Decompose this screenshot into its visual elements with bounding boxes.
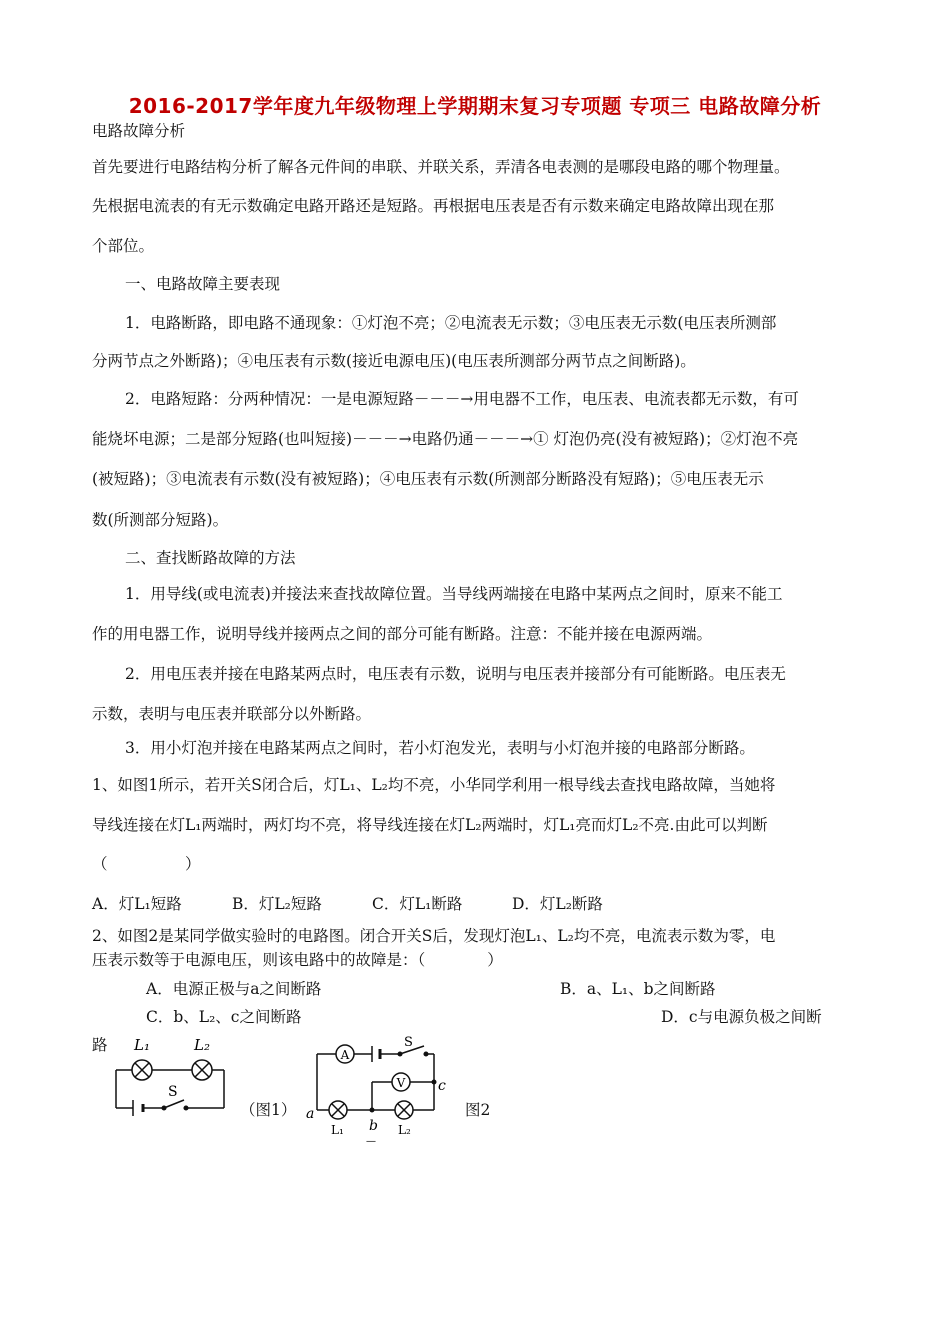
figure-1-circuit	[100, 1030, 235, 1120]
q2-option-d-tail: 路	[92, 1036, 108, 1054]
section1-item2-line-1: 2．电路短路：分两种情况：一是电源短路－－－→用电器不工作，电压表、电流表都无示数，有可	[125, 390, 799, 408]
fig2-label-a-meter: A	[340, 1048, 350, 1062]
lamp-l2-icon	[192, 1060, 212, 1080]
section1-item2-line-4: 数(所测部分短路)。	[92, 511, 229, 529]
q1-line-2: 导线连接在灯L₁两端时，两灯均不亮，将导线连接在灯L₂两端时，灯L₁亮而灯L₂不亮.由此可以判断	[92, 816, 768, 834]
q1-option-b: B．灯L₂短路	[232, 895, 322, 913]
q2-option-d: D．c与电源负极之间断	[661, 1008, 822, 1026]
fig2-label-l1: L₁	[331, 1123, 344, 1137]
q1-option-d: D．灯L₂断路	[512, 895, 603, 913]
battery-icon	[372, 1046, 380, 1062]
battery-icon	[133, 1100, 143, 1116]
q1-options	[92, 892, 652, 914]
q1-option-a: A．灯L₁短路	[92, 895, 182, 913]
fig2-label-s: S	[404, 1036, 413, 1050]
page-title: 2016-2017学年度九年级物理上学期期末复习专项题 专项三 电路故障分析	[128, 94, 822, 118]
voltmeter-icon	[392, 1073, 410, 1091]
q2-line-2: 压表示数等于电源电压，则该电路中的故障是：（ ）	[92, 951, 503, 969]
figure-1-caption: （图1）	[240, 1101, 297, 1119]
lamp-l1-icon	[132, 1060, 152, 1080]
section2-item2-line-1: 2．用电压表并接在电路某两点时，电压表有示数，说明与电压表并接部分有可能断路。电压表无	[125, 665, 786, 683]
q2-line-1: 2、如图2是某同学做实验时的电路图。闭合开关S后，发现灯泡L₁、L₂均不亮，电流表示数为零，电	[92, 927, 776, 945]
intro-line-1: 首先要进行电路结构分析了解各元件间的串联、并联关系，弄清各电表测的是哪段电路的哪个物理量。	[92, 158, 790, 176]
intro-line-2: 先根据电流表的有无示数确定电路开路还是短路。再根据电压表是否有示数来确定电路故障出现在那	[92, 197, 775, 215]
fig2-label-below: —	[366, 1136, 376, 1146]
figure-2-caption: 图2	[465, 1101, 491, 1119]
q2-option-b: B．a、L₁、b之间断路	[560, 980, 716, 998]
q1-line-1: 1、如图1所示，若开关S闭合后，灯L₁、L₂均不亮，小华同学利用一根导线去查找电路故障，当她将	[92, 776, 776, 794]
section1-item2-line-3: (被短路)；③电流表有示数(没有被短路)；④电压表有示数(所测部分断路没有短路)；⑤电压表无示	[92, 470, 764, 488]
fig2-label-node-c: c	[438, 1078, 446, 1094]
lamp-l1-icon	[329, 1101, 347, 1119]
fig2-label-v-meter: V	[396, 1076, 406, 1090]
ammeter-icon	[336, 1045, 354, 1063]
switch-icon	[398, 1046, 428, 1056]
switch-icon	[162, 1100, 188, 1110]
section1-item1-line-1: 1．电路断路，即电路不通现象：①灯泡不亮；②电流表无示数；③电压表无示数(电压表所测部	[125, 314, 777, 332]
section1-heading: 一、电路故障主要表现	[125, 275, 281, 293]
subtitle: 电路故障分析	[92, 122, 186, 140]
fig2-label-node-b: b	[369, 1118, 378, 1134]
section2-item3-line-1: 3．用小灯泡并接在电路某两点之间时，若小灯泡发光，表明与小灯泡并接的电路部分断路。	[125, 739, 755, 757]
q2-option-a: A．电源正极与a之间断路	[146, 980, 322, 998]
fig2-label-node-a: a	[306, 1106, 315, 1122]
figure-2-circuit	[300, 1036, 460, 1146]
intro-line-3: 个部位。	[92, 237, 155, 255]
q2-option-c: C．b、L₂、c之间断路	[146, 1008, 302, 1026]
section2-item2-line-2: 示数，表明与电压表并联部分以外断路。	[92, 705, 372, 723]
section1-item1-line-2: 分两节点之外断路)；④电压表有示数(接近电源电压)(电压表所测部分两节点之间断路)。	[92, 352, 696, 370]
section2-item1-line-2: 作的用电器工作，说明导线并接两点之间的部分可能有断路。注意：不能并接在电源两端。	[92, 625, 713, 643]
fig1-label-s: S	[168, 1084, 178, 1100]
q1-answer-bracket: （ ）	[92, 855, 201, 873]
section2-item1-line-1: 1．用导线(或电流表)并接法来查找故障位置。当导线两端接在电路中某两点之间时，原来不能工	[125, 585, 783, 603]
section1-item2-line-2: 能烧坏电源；二是部分短路(也叫短接)－－－→电路仍通－－－→① 灯泡仍亮(没有被短路)；②灯泡不亮	[92, 430, 799, 448]
q1-option-c: C．灯L₁断路	[372, 895, 463, 913]
fig1-label-l2: L₂	[194, 1036, 210, 1054]
fig1-label-l1: L₁	[134, 1036, 150, 1054]
fig2-label-l2: L₂	[398, 1123, 411, 1137]
section2-heading: 二、查找断路故障的方法	[125, 549, 296, 567]
lamp-l2-icon	[395, 1101, 413, 1119]
